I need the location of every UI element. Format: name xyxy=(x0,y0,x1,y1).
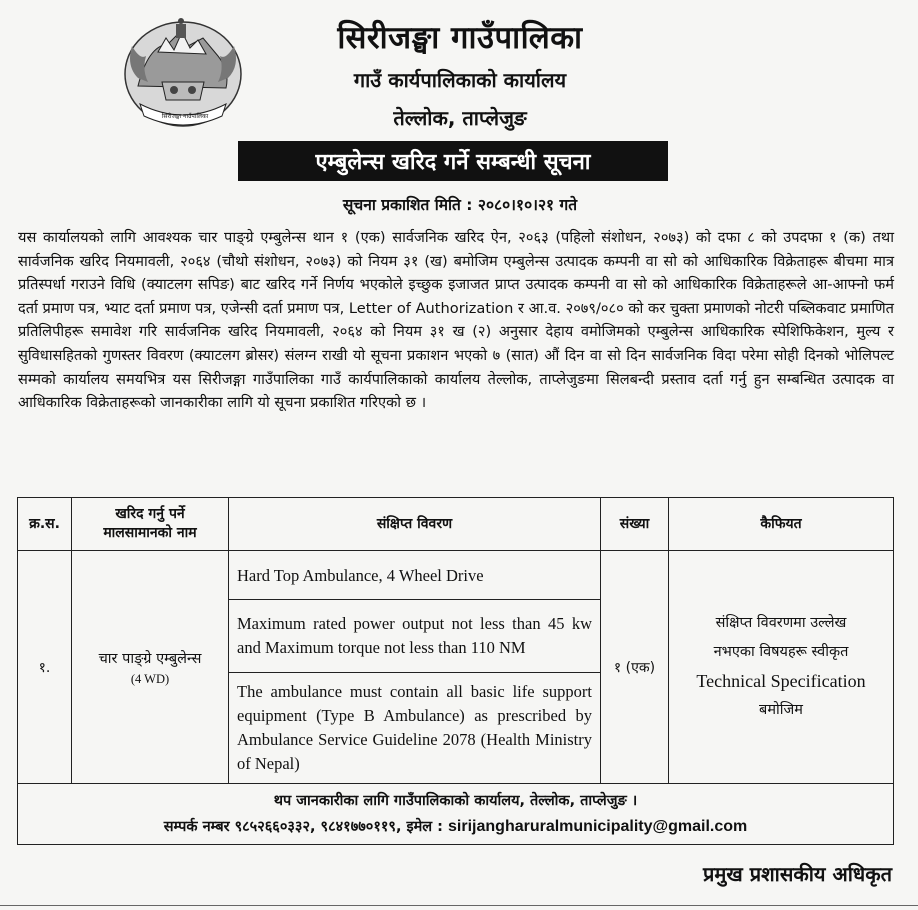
header-quantity: संख्या xyxy=(601,498,669,551)
table-footer xyxy=(18,784,894,845)
emblem-ribbon-text: सिरीजङ्घा गाउँपालिका xyxy=(161,113,209,120)
row-quantity: १ (एक) xyxy=(601,551,669,784)
row-item-sub: (4 WD) xyxy=(130,671,170,686)
notice-banner: एम्बुलेन्स खरिद गर्ने सम्बन्धी सूचना xyxy=(238,141,668,181)
remarks-line-3: Technical Specification xyxy=(696,671,866,691)
published-date: सूचना प्रकाशित मिति : २०८०।१०।२१ गते xyxy=(342,196,578,214)
remarks-line-1: संक्षिप्त विवरणमा उल्लेख xyxy=(715,615,847,631)
header-item xyxy=(72,498,229,551)
footer-contact-prefix: सम्पर्क नम्बर ९८५२६६०३३२, ९८४१७७०११९, इमेल : xyxy=(163,819,443,835)
header-item-line2: मालसामानको नाम xyxy=(103,525,197,541)
header-remarks: कैफियत xyxy=(669,498,894,551)
footer-info: थप जानकारीका लागि गाउँपालिकाको कार्यालय, तेल्लोक, ताप्लेजुङ । xyxy=(273,793,638,809)
row-remarks xyxy=(669,551,894,784)
footer-contact xyxy=(18,814,893,840)
header-description: संक्षिप्त विवरण xyxy=(229,498,601,551)
row-desc-1: Hard Top Ambulance, 4 Wheel Drive xyxy=(229,551,601,600)
row-desc-3: The ambulance must contain all basic life support equipment (Type B Ambulance) as prescribed by Ambulance Service Guideline 2078 (Health Ministry of Nepal) xyxy=(229,673,601,784)
header-sn: क्र.स. xyxy=(18,498,72,551)
page-title: सिरीजङ्घा गाउँपालिका xyxy=(337,20,583,56)
table-footer-row xyxy=(18,784,894,845)
page-divider xyxy=(0,905,918,906)
row-desc-2: Maximum rated power output not less than 45 kw and Maximum torque not less than 110 NM xyxy=(229,600,601,673)
procurement-table xyxy=(17,497,894,845)
remarks-line-4: बमोजिम xyxy=(759,702,803,718)
table-row xyxy=(18,551,894,600)
header-item-line1: खरिद गर्नु पर्ने xyxy=(115,506,185,522)
row-sn: १. xyxy=(18,551,72,784)
office-location: तेल्लोक, ताप्लेजुङ xyxy=(393,106,527,130)
footer-email-link[interactable]: sirijangharuralmunicipality@gmail.com xyxy=(448,818,748,835)
signature-title: प्रमुख प्रशासकीय अधिकृत xyxy=(703,862,892,886)
row-item-name: चार पाङ्ग्रे एम्बुलेन्स xyxy=(98,650,202,667)
notice-paragraph: यस कार्यालयको लागि आवश्यक चार पाङ्ग्रे एम्बुलेन्स थान १ (एक) सार्वजनिक खरिद ऐन, २०६३ (पहिलो संशोधन, २०७३) को दफा ८ को उपदफा १ (क) तथा सार्वजनिक खरिद नियमावली, २०६४ (चौथो संशोधन, २०७३) को नियम ३१ (ख) बमोजिम एम्बुलेन्स उत्पादक कम्पनी वा सो को आधिकारिक विक्रेताहरू बीचमा मात्र प्रतिस्पर्धा गराउने विधि (क्याटलग सपिङ) बाट खरिद गर्ने निर्णय भएकोले इच्छुक इजाजत प्राप्त उत्पादक कम्पनी वा सो को आधिकारिक विक्रेताहरूले आ-आफ्नो फर्म दर्ता प्रमाण पत्र, भ्याट दर्ता प्रमाण पत्र, एजेन्सी दर्ता प्रमाण पत्र, Letter of Authorization र आ.व. २०७९/०८० को कर चुक्ता प्रमाणको नोटरी पब्लिकवाट प्रमाणित प्रतिलिपीहरू समावेश गरि सार्वजनिक खरिद नियमावली, २०६४ को नियम ३१ ख (२) अनुसार देहाय वमोजिमको एम्बुलेन्स आधिकारिक स्पेशिफिकेशन, मुल्य र सुविधासहितको गुणस्तर विवरण (क्याटलग ब्रोसर) संलग्न राखी यो सूचना प्रकाशन भएको ७ (सात) औं दिन वा सो दिन सार्वजनिक विदा परेमा सोही दिनको भोलिपल्ट सम्मको कार्यालय समयभित्र यस सिरीजङ्गा गाउँपालिका गाउँ कार्यपालिकाको कार्यालय तेल्लोक, ताप्लेजुङमा सिलबन्दी प्रस्ताव दर्ता गर्नु हुन सम्बन्धित उत्पादक वा आधिकारिक विक्रेताहरूको जानकारीका लागि यो सूचना प्रकाशित गरिएको छ । xyxy=(18,229,894,412)
remarks-line-2: नभएका विषयहरू स्वीकृत xyxy=(713,644,849,660)
table-header-row xyxy=(18,498,894,551)
row-item xyxy=(72,551,229,784)
office-name: गाउँ कार्यपालिकाको कार्यालय xyxy=(353,68,567,92)
